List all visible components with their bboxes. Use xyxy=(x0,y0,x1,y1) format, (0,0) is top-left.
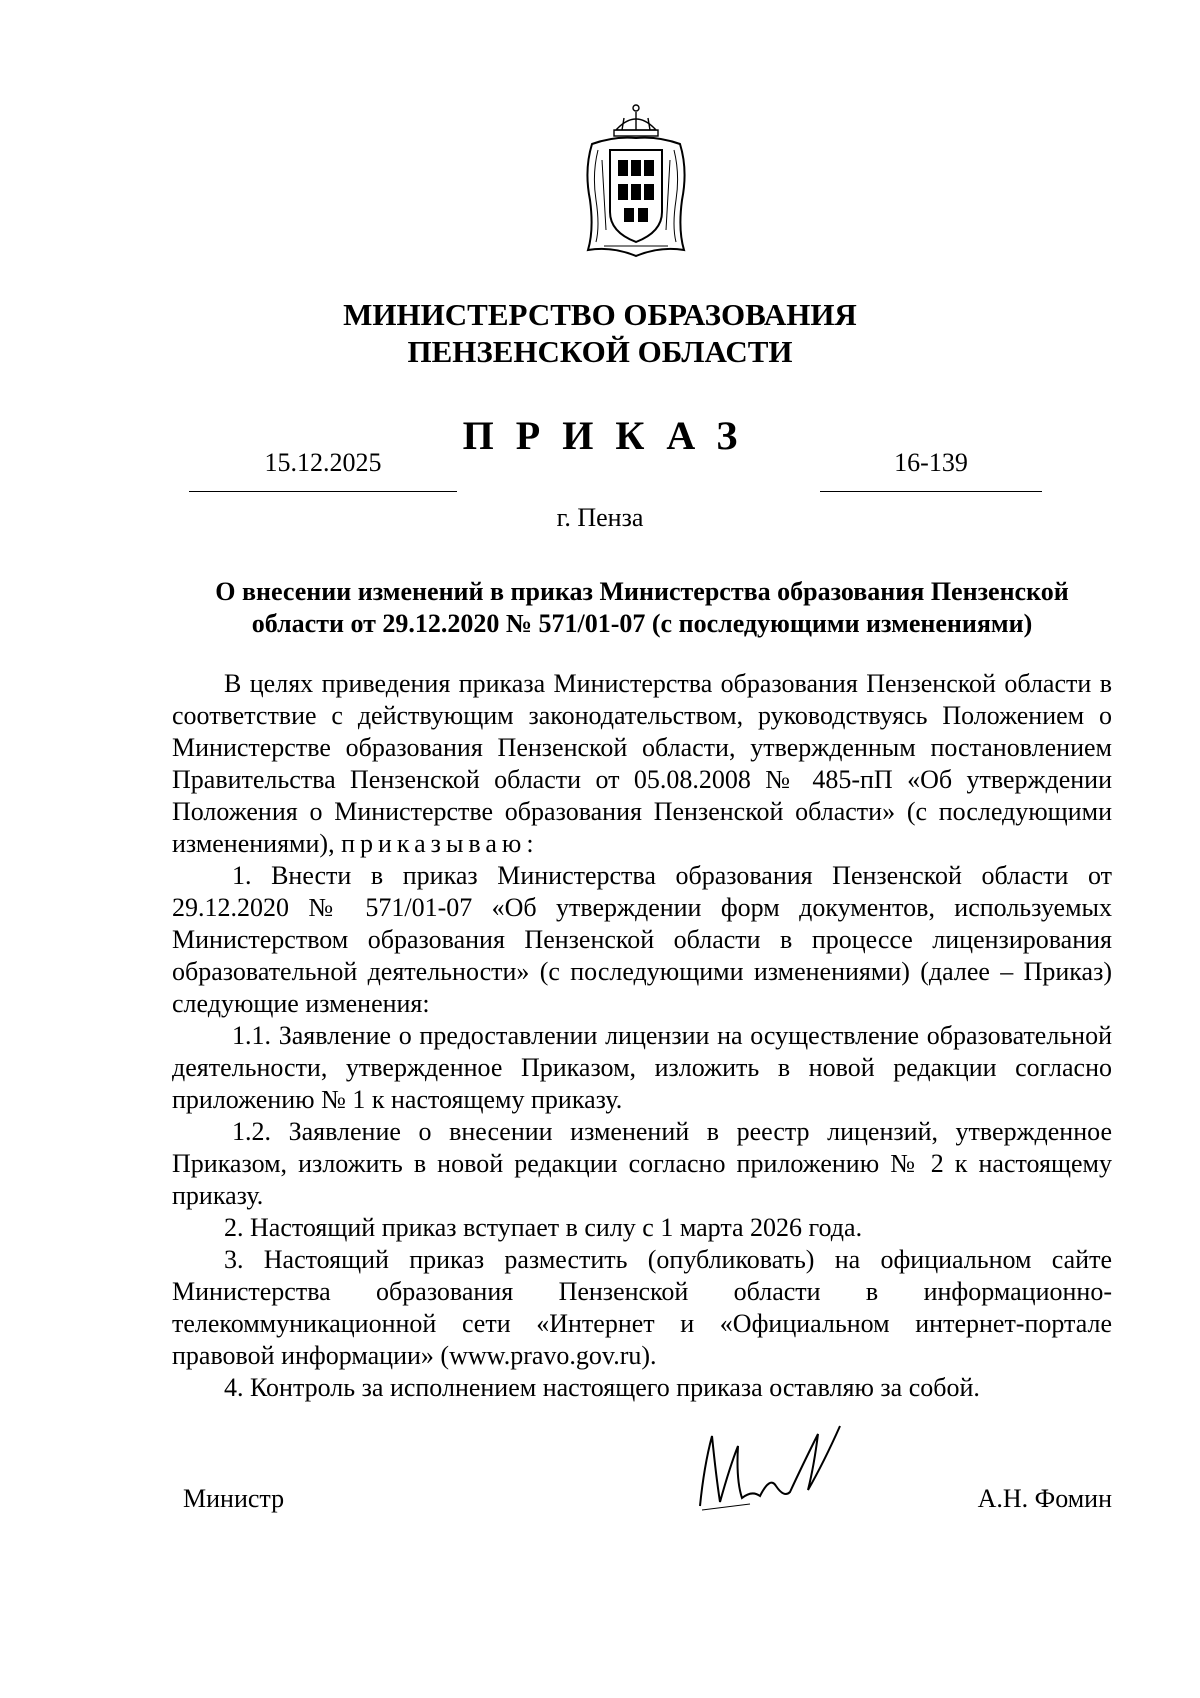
item-1-1-paragraph: 1.1. Заявление о предоставлении лицензии на осуществление образовательной деятельности, утвержденное Приказом, изложить в новой редакции согласно приложению № 1 к настоящему приказу. xyxy=(172,1021,1112,1114)
signatory-name: А.Н. Фомин xyxy=(977,1484,1112,1513)
item-1-paragraph: 1. Внести в приказ Министерства образования Пензенской области от 29.12.2020 № 571/01-07 «Об утверждении форм документов, используемых Министерством образования Пензенской области в процессе лицензирования образовательной деятельности» (с последующими изменениями) (далее – Приказ) следующие изменения: xyxy=(172,861,1112,1018)
document-type-heading: ПРИКАЗ xyxy=(462,413,760,458)
document-title: О внесении изменений в приказ Министерства образования Пензенской области от 29.12.2020 № 571/01-07 (с последующими изменениями) xyxy=(215,577,1069,638)
ministry-name-line1: МИНИСТЕРСТВО ОБРАЗОВАНИЯ xyxy=(343,297,857,332)
date-underline xyxy=(189,491,457,492)
item-3-paragraph: 3. Настоящий приказ разместить (опубликовать) на официальном сайте Министерства образования Пензенской области в информационно-телекоммуникационной сети «Интернет и «Официальном интернет-портале правовой информации» (www.pravo.gov.ru). xyxy=(172,1245,1112,1370)
ministry-name-line2: ПЕНЗЕНСКОЙ ОБЛАСТИ xyxy=(407,334,793,369)
document-city: г. Пенза xyxy=(556,503,644,532)
item-1-2-paragraph: 1.2. Заявление о внесении изменений в реестр лицензий, утвержденное Приказом, изложить в новой редакции согласно приложению № 2 к настоящему приказу. xyxy=(172,1117,1112,1210)
document-body xyxy=(172,668,1112,1404)
document-date: 15.12.2025 xyxy=(264,448,382,477)
coat-of-arms-icon xyxy=(578,100,694,260)
document-number: 16-139 xyxy=(894,448,968,477)
preamble-paragraph xyxy=(172,668,1112,860)
number-underline xyxy=(820,491,1042,492)
signatory-role: Министр xyxy=(183,1484,285,1513)
item-4-paragraph: 4. Контроль за исполнением настоящего приказа оставляю за собой. xyxy=(224,1373,980,1402)
handwritten-signature-icon xyxy=(690,1406,860,1518)
item-2-paragraph: 2. Настоящий приказ вступает в силу с 1 марта 2026 года. xyxy=(224,1213,863,1242)
preamble-text: В целях приведения приказа Министерства образования Пензенской области в соответствие с действующим законодательством, руководствуясь Положением о Министерстве образования Пензенской области, утвержденным постановлением Правительства Пензенской области от 05.08.2008 № 485-пП «Об утверждении Положения о Министерстве образования Пензенской области» (с последующими изменениями), xyxy=(172,669,1112,858)
order-word: приказываю: xyxy=(341,829,539,858)
